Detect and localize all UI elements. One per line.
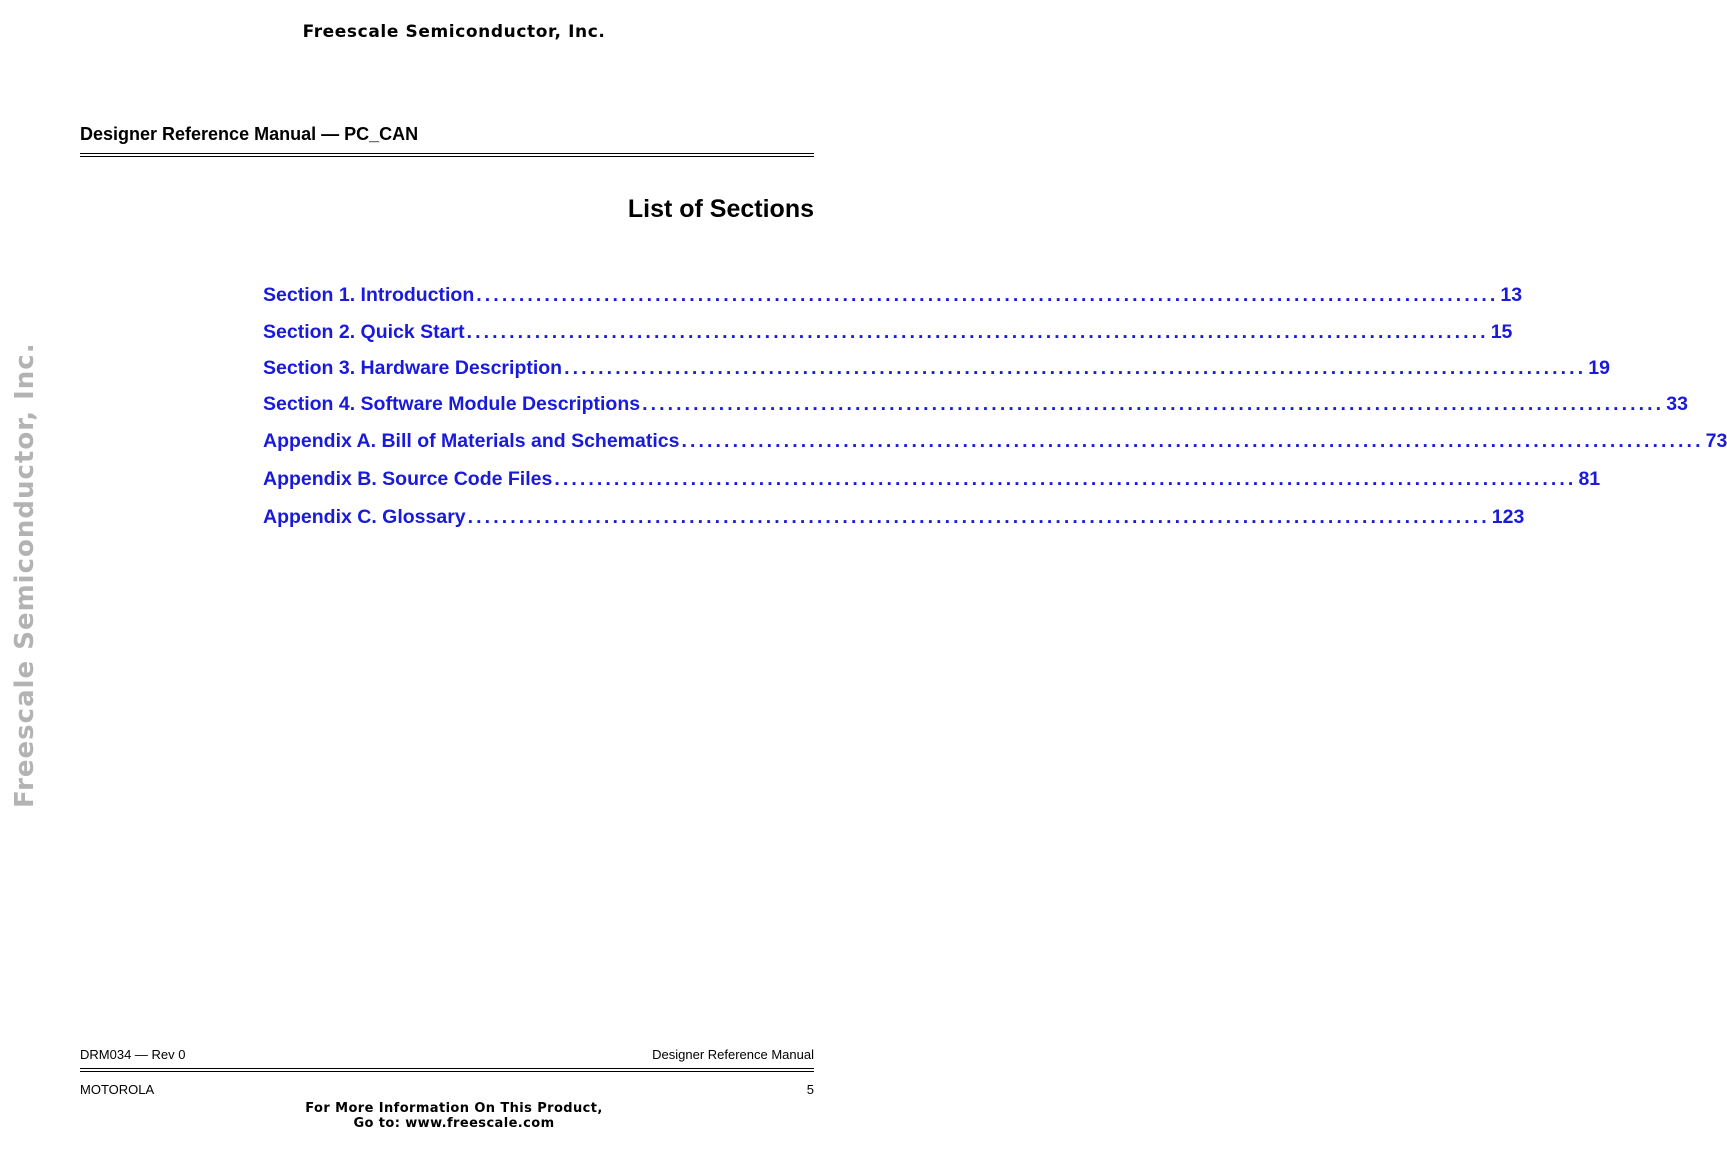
header-rule <box>80 153 814 157</box>
side-watermark: Freescale Semiconductor, Inc. <box>10 342 40 808</box>
toc-page-number: 73 <box>1705 430 1727 452</box>
toc-leader-dots: ........................................................................................................................ <box>554 468 1577 490</box>
toc-page-number: 33 <box>1666 393 1688 415</box>
bottom-banner <box>0 1101 908 1131</box>
footer-company: MOTOROLA <box>80 1082 155 1097</box>
toc-entry-section-3[interactable] <box>263 357 1610 381</box>
toc-leader-dots: ........................................................................................................................ <box>476 284 1499 306</box>
toc-entry-appendix-c[interactable] <box>263 506 1525 530</box>
footer-rule <box>80 1068 814 1072</box>
toc-page-number: 123 <box>1491 506 1525 528</box>
toc-leader-dots: ........................................................................................................................ <box>466 321 1489 343</box>
bottom-banner-line-1: For More Information On This Product, <box>305 1101 603 1116</box>
toc-leader-dots: ........................................................................................................................ <box>681 430 1704 452</box>
toc-label: Appendix A. Bill of Materials and Schematics <box>263 430 680 452</box>
toc-entry-section-4[interactable] <box>263 393 1688 417</box>
toc-label: Section 1. Introduction <box>263 284 475 306</box>
table-of-contents <box>263 284 1727 530</box>
toc-label: Section 4. Software Module Descriptions <box>263 393 641 415</box>
toc-entry-appendix-a[interactable] <box>263 430 1727 454</box>
page-heading: List of Sections <box>627 195 814 223</box>
toc-leader-dots: ........................................................................................................................ <box>564 357 1587 379</box>
manual-title: Designer Reference Manual — PC_CAN <box>80 124 419 144</box>
footer-page-number: 5 <box>806 1082 814 1097</box>
toc-label: Section 3. Hardware Description <box>263 357 563 379</box>
toc-label: Section 2. Quick Start <box>263 321 465 343</box>
toc-entry-section-1[interactable] <box>263 284 1523 308</box>
bottom-banner-line-2[interactable]: Go to: www.freescale.com <box>353 1116 555 1131</box>
toc-leader-dots: ........................................................................................................................ <box>467 506 1490 528</box>
top-banner: Freescale Semiconductor, Inc. <box>302 22 606 42</box>
toc-entry-appendix-b[interactable] <box>263 468 1601 492</box>
toc-page-number: 15 <box>1490 321 1513 343</box>
footer-doc-type: Designer Reference Manual <box>652 1047 814 1062</box>
toc-label: Appendix C. Glossary <box>263 506 466 528</box>
footer-doc-id: DRM034 — Rev 0 <box>80 1047 186 1062</box>
toc-label: Appendix B. Source Code Files <box>263 468 553 490</box>
toc-leader-dots: ........................................................................................................................ <box>642 393 1665 415</box>
toc-page-number: 13 <box>1500 284 1523 306</box>
toc-page-number: 19 <box>1588 357 1610 379</box>
toc-page-number: 81 <box>1578 468 1601 490</box>
toc-entry-section-2[interactable] <box>263 321 1513 345</box>
